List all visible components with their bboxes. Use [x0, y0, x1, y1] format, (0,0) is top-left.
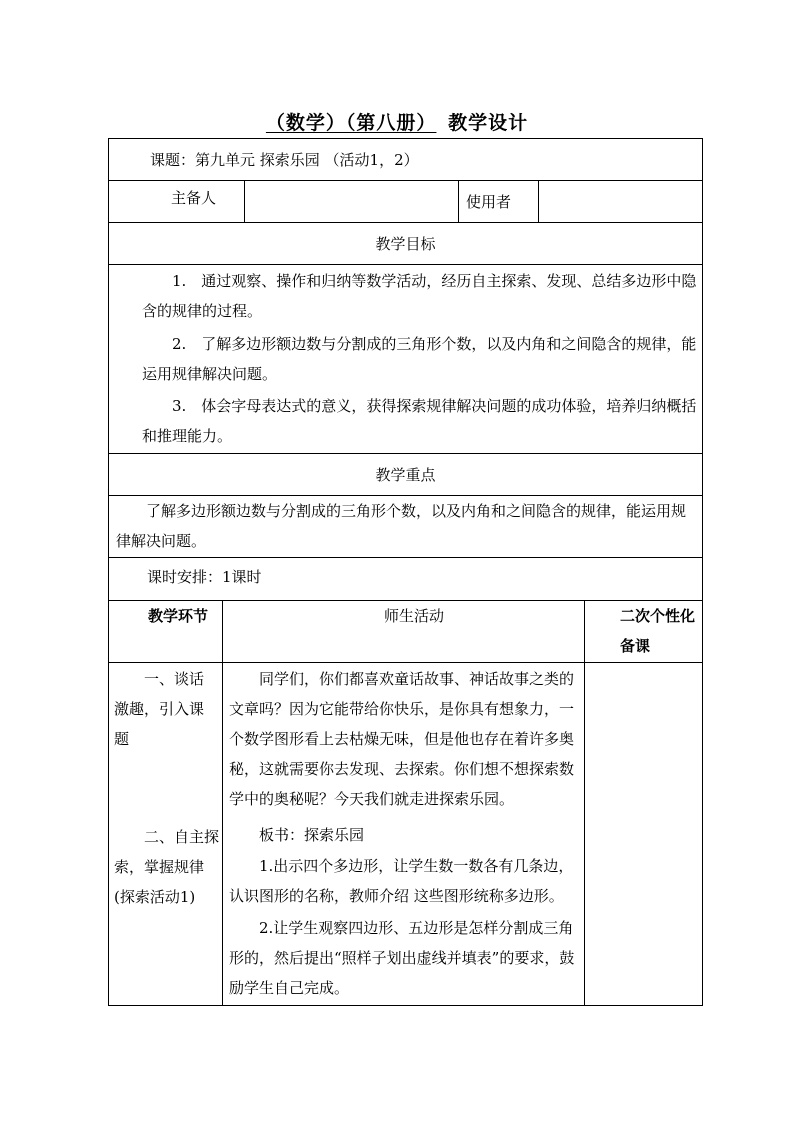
header-step: 教学环节: [148, 607, 209, 625]
lesson-topic: 课题：第九单元 探索乐园 （活动1，2）: [150, 151, 419, 169]
activity-paragraph: 2.让学生观察四边形、五边形是怎样分割成三角形的，然后提出“照样子划出虚线并填表”的要求，鼓励学生自己完成。: [229, 919, 575, 997]
header-personal-prep: 二次个性化备课: [620, 607, 696, 655]
prep-value-cell[interactable]: [244, 180, 459, 223]
objective-item: 3. 体会字母表达式的意义，获得探索规律解决问题的成功体验，培养归纳概括和推理能力。: [142, 397, 697, 445]
title-subject: （数学）（第八册）: [265, 112, 437, 134]
document-title: [0, 108, 794, 135]
activity-paragraph: 1.出示四个多边形，让学生数一数各有几条边，认识图形的名称，教师介绍 这些图形统称多边形。: [229, 857, 574, 905]
activity-paragraph: 板书：探索乐园: [259, 826, 365, 844]
schedule-text: 课时安排：1课时: [147, 568, 262, 586]
keypoints-text: 了解多边形额边数与分割成的三角形个数，以及内角和之间隐含的规律，能运用规律解决问题。: [116, 502, 687, 550]
objective-item: 2. 了解多边形额边数与分割成的三角形个数，以及内角和之间隐含的规律，能运用规律解决问题。: [142, 335, 697, 383]
title-rest: 教学设计: [448, 112, 529, 134]
keypoints-heading: 教学重点: [375, 466, 436, 484]
activity-paragraph: 同学们，你们都喜欢童话故事、神话故事之类的文章吗？因为它能带给你快乐，是你具有想象力，一个数学图形看上去枯燥无味，但是他也存在着许多奥秘，这就需要你去发现、去探索。你们想不想探索数学中的奥秘呢？今天我们就走进探索乐园。: [229, 670, 575, 808]
step-item: 一、谈话激趣，引入课题: [114, 670, 205, 748]
objective-item: 1. 通过观察、操作和归纳等数学活动，经历自主探索、发现、总结多边形中隐含的规律的过程。: [142, 272, 697, 320]
prep-label: 主备人: [171, 189, 217, 207]
user-label: 使用者: [466, 193, 512, 211]
header-activity: 师生活动: [384, 607, 445, 625]
step-item: 二、自主探索，掌握规律(探索活动1): [114, 828, 220, 906]
objectives-heading: 教学目标: [375, 235, 436, 253]
